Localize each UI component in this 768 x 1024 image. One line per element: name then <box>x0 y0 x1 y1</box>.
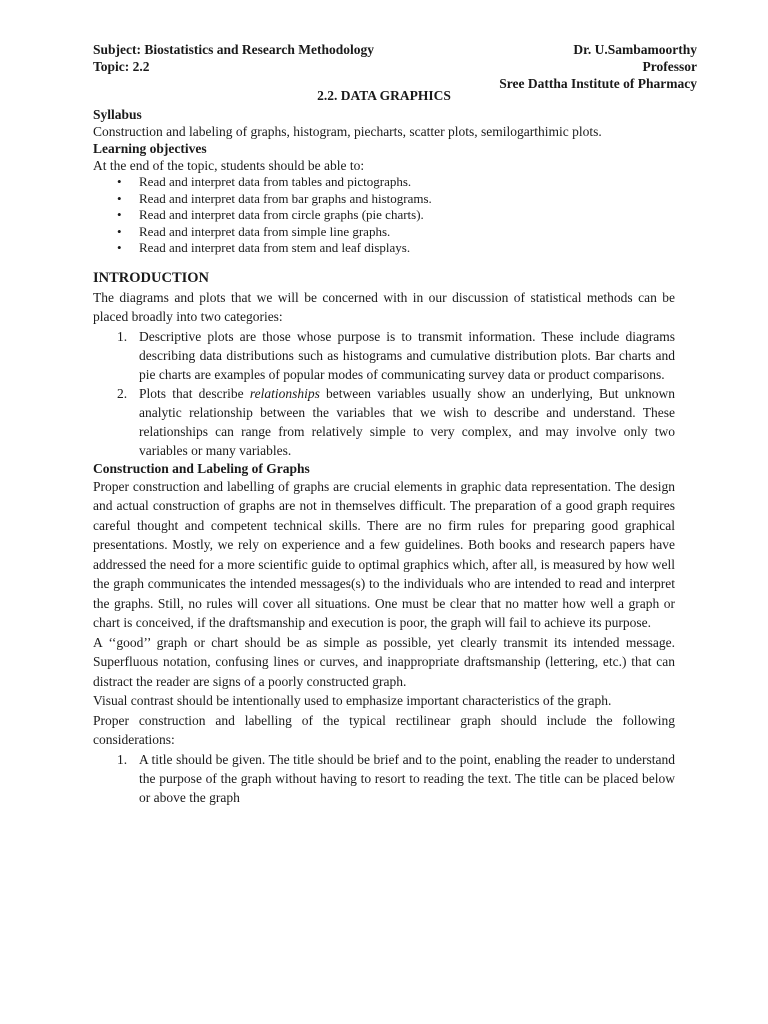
list-number: 1. <box>117 328 128 344</box>
list-item: • Read and interpret data from tables and pictographs. <box>139 174 675 191</box>
list-item <box>117 327 675 384</box>
institute-name: Sree Dattha Institute of Pharmacy <box>499 76 697 91</box>
construction-para-2: A ‘‘good’’ graph or chart should be as simple as possible, yet clearly transmit its intended message. Superfluous notation, confusing lines or curves, and inappropriate draftsmanship (lettering, etc.) that can distract the reader are signs of a poorly constructed graph. <box>93 634 675 689</box>
objectives-list <box>93 174 675 257</box>
author-name: Dr. U.Sambamoorthy <box>573 42 697 57</box>
syllabus-text: Construction and labeling of graphs, histogram, piecharts, scatter plots, semilogarthimic plots. <box>93 124 602 139</box>
list-item: • Read and interpret data from circle graphs (pie charts). <box>139 207 675 224</box>
objectives-intro: At the end of the topic, students should be able to: <box>93 158 365 173</box>
objectives-heading: Learning objectives <box>93 141 207 156</box>
construction-heading: Construction and Labeling of Graphs <box>93 460 310 476</box>
document-page <box>93 41 697 807</box>
page-title: 2.2. DATA GRAPHICS <box>317 88 451 103</box>
topic-line: Topic: 2.2 <box>93 59 150 74</box>
construction-para-1: Proper construction and labelling of graphs are crucial elements in graphic data representation. The design and actual construction of graphs are not in themselves difficult. The preparation of a good graph requires careful thought and competent technical skills. There are no firm rules for preparing good graphical presentations. Mostly, we rely on experience and a few guidelines. Both books and research papers have addressed the need for a more scientific guide to optimal graphics which, after all, is measured by how well the graph communicates the intended messages(s) to the individuals who are intended to read and interpret the graphs. Still, no rules will cover all situations. One must be clear that no matter how well a graph or chart is conceived, if the draftsmanship and execution is poor, the graph will fail to achieve its purpose. <box>93 478 675 630</box>
subject-line: Subject: Biostatistics and Research Methodology <box>93 42 374 57</box>
introduction-list <box>93 327 675 460</box>
list-item: • Read and interpret data from bar graphs and histograms. <box>139 191 675 208</box>
list-text: Descriptive plots are those whose purpose is to transmit information. These include diagrams describing data distributions such as histograms and cumulative distribution plots. Bar charts and pie charts are examples of popular modes of communicating survey data or product comparisons. <box>139 328 675 382</box>
introduction-text: The diagrams and plots that we will be concerned with in our discussion of statistical methods can be placed broadly into two categories: <box>93 289 675 324</box>
list-text: A title should be given. The title should be brief and to the point, enabling the reader to understand the purpose of the graph without having to resort to reading the text. The title can be placed below or above the graph <box>139 751 675 805</box>
list-number: 1. <box>117 751 128 767</box>
list-text-emphasis: relationships <box>249 385 320 401</box>
page-header <box>93 41 697 93</box>
construction-para-4: Proper construction and labelling of the typical rectilinear graph should include the following considerations: <box>93 712 675 747</box>
list-item: • Read and interpret data from simple line graphs. <box>139 224 675 241</box>
syllabus-heading: Syllabus <box>93 107 142 122</box>
list-item <box>117 384 675 460</box>
list-text-post: between variables usually show an underlying, But unknown analytic relationship between the variables that we wish to describe and understand. These relationships can range from relatively simple to very complex, and may involve only two variables or many variables. <box>139 385 675 458</box>
list-item <box>117 750 675 807</box>
considerations-list <box>93 750 675 807</box>
author-role: Professor <box>642 59 697 74</box>
list-number: 2. <box>117 385 128 401</box>
introduction-heading: INTRODUCTION <box>93 269 210 286</box>
list-item: • Read and interpret data from stem and leaf displays. <box>139 240 675 257</box>
list-text-pre: Plots that describe <box>139 385 250 401</box>
construction-para-3: Visual contrast should be intentionally used to emphasize important characteristics of the graph. <box>93 693 612 708</box>
